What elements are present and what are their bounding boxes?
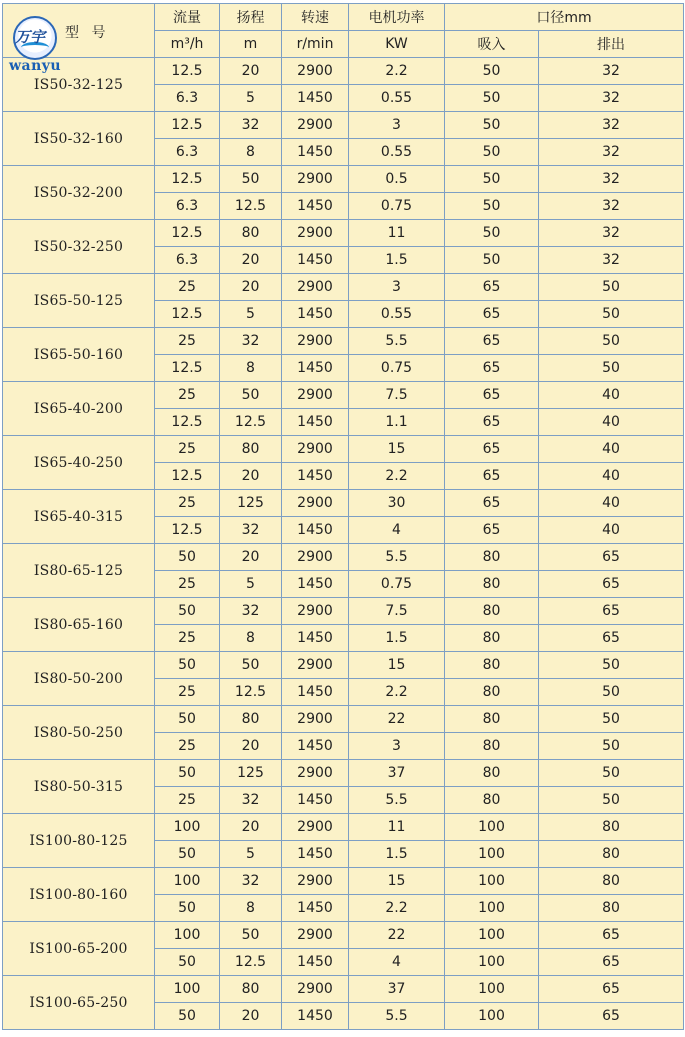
head-cell: 32 xyxy=(220,868,282,895)
head-cell: 5 xyxy=(220,571,282,598)
inlet-bore-cell: 50 xyxy=(445,85,539,112)
power-cell: 1.5 xyxy=(349,625,445,652)
table-row xyxy=(3,760,684,787)
head-cell: 32 xyxy=(220,598,282,625)
power-cell: 0.55 xyxy=(349,139,445,166)
head-cell: 20 xyxy=(220,274,282,301)
head-cell: 20 xyxy=(220,463,282,490)
flow-cell: 50 xyxy=(155,544,220,571)
outlet-bore-cell: 65 xyxy=(539,598,684,625)
inlet-bore-cell: 100 xyxy=(445,1003,539,1030)
flow-cell: 6.3 xyxy=(155,139,220,166)
outlet-bore-cell: 40 xyxy=(539,490,684,517)
outlet-bore-cell: 80 xyxy=(539,868,684,895)
outlet-bore-cell: 50 xyxy=(539,733,684,760)
flow-cell: 25 xyxy=(155,733,220,760)
table-row xyxy=(3,382,684,409)
inlet-bore-cell: 50 xyxy=(445,193,539,220)
head-cell: 5 xyxy=(220,301,282,328)
speed-cell: 2900 xyxy=(282,652,349,679)
outlet-bore-cell: 50 xyxy=(539,652,684,679)
table-row xyxy=(3,166,684,193)
flow-cell: 100 xyxy=(155,814,220,841)
speed-cell: 2900 xyxy=(282,490,349,517)
model-cell: IS65-40-250 xyxy=(3,436,155,490)
inlet-bore-cell: 50 xyxy=(445,247,539,274)
outlet-bore-cell: 32 xyxy=(539,139,684,166)
outlet-bore-cell: 50 xyxy=(539,787,684,814)
outlet-bore-cell: 65 xyxy=(539,976,684,1003)
inlet-bore-cell: 80 xyxy=(445,571,539,598)
model-header-cell xyxy=(3,4,155,74)
power-cell: 2.2 xyxy=(349,463,445,490)
table-row xyxy=(3,814,684,841)
head-cell: 20 xyxy=(220,733,282,760)
outlet-bore-cell: 40 xyxy=(539,382,684,409)
flow-cell: 25 xyxy=(155,787,220,814)
head-cell: 50 xyxy=(220,166,282,193)
power-cell: 7.5 xyxy=(349,382,445,409)
outlet-bore-cell: 65 xyxy=(539,1003,684,1030)
outlet-bore-cell: 32 xyxy=(539,112,684,139)
head-cell: 32 xyxy=(220,112,282,139)
flow-cell: 25 xyxy=(155,436,220,463)
speed-cell: 2900 xyxy=(282,868,349,895)
speed-cell: 2900 xyxy=(282,112,349,139)
table-row xyxy=(3,976,684,1003)
speed-cell: 1450 xyxy=(282,787,349,814)
power-cell: 0.55 xyxy=(349,85,445,112)
outlet-bore-cell: 32 xyxy=(539,247,684,274)
head-cell: 125 xyxy=(220,760,282,787)
head-cell: 8 xyxy=(220,625,282,652)
inlet-bore-cell: 80 xyxy=(445,652,539,679)
power-header: 电机功率 xyxy=(349,4,445,31)
flow-cell: 6.3 xyxy=(155,247,220,274)
head-cell: 20 xyxy=(220,247,282,274)
inlet-bore-cell: 100 xyxy=(445,814,539,841)
speed-cell: 2900 xyxy=(282,814,349,841)
inlet-bore-cell: 80 xyxy=(445,544,539,571)
inlet-bore-cell: 65 xyxy=(445,436,539,463)
model-cell: IS65-50-160 xyxy=(3,328,155,382)
head-cell: 20 xyxy=(220,814,282,841)
table-row xyxy=(3,274,684,301)
power-cell: 30 xyxy=(349,490,445,517)
flow-cell: 12.5 xyxy=(155,166,220,193)
power-cell: 1.1 xyxy=(349,409,445,436)
model-cell: IS100-65-250 xyxy=(3,976,155,1030)
table-row xyxy=(3,58,684,85)
power-unit: KW xyxy=(349,31,445,58)
outlet-bore-cell: 50 xyxy=(539,274,684,301)
flow-cell: 12.5 xyxy=(155,355,220,382)
inlet-bore-cell: 100 xyxy=(445,976,539,1003)
outlet-bore-cell: 65 xyxy=(539,922,684,949)
power-cell: 2.2 xyxy=(349,679,445,706)
outlet-bore-cell: 80 xyxy=(539,814,684,841)
head-cell: 50 xyxy=(220,382,282,409)
outlet-bore-cell: 32 xyxy=(539,193,684,220)
flow-cell: 12.5 xyxy=(155,112,220,139)
inlet-bore-cell: 65 xyxy=(445,382,539,409)
inlet-bore-cell: 65 xyxy=(445,463,539,490)
outlet-bore-cell: 65 xyxy=(539,949,684,976)
power-cell: 15 xyxy=(349,436,445,463)
model-cell: IS80-50-200 xyxy=(3,652,155,706)
outlet-bore-cell: 65 xyxy=(539,571,684,598)
power-cell: 1.5 xyxy=(349,841,445,868)
table-row xyxy=(3,652,684,679)
outlet-bore-cell: 32 xyxy=(539,166,684,193)
speed-cell: 1450 xyxy=(282,301,349,328)
wanyu-logo xyxy=(7,16,65,74)
power-cell: 5.5 xyxy=(349,544,445,571)
inlet-bore-cell: 80 xyxy=(445,625,539,652)
head-cell: 8 xyxy=(220,355,282,382)
speed-cell: 1450 xyxy=(282,571,349,598)
outlet-bore-cell: 80 xyxy=(539,895,684,922)
outlet-bore-cell: 32 xyxy=(539,220,684,247)
table-row xyxy=(3,598,684,625)
inlet-bore-cell: 50 xyxy=(445,220,539,247)
inlet-bore-cell: 80 xyxy=(445,787,539,814)
power-cell: 7.5 xyxy=(349,598,445,625)
model-cell: IS50-32-250 xyxy=(3,220,155,274)
speed-cell: 1450 xyxy=(282,895,349,922)
speed-cell: 2900 xyxy=(282,598,349,625)
power-cell: 37 xyxy=(349,760,445,787)
table-row xyxy=(3,868,684,895)
power-cell: 15 xyxy=(349,652,445,679)
model-column-header: 型 号 xyxy=(65,25,110,41)
power-cell: 11 xyxy=(349,220,445,247)
model-cell: IS100-65-200 xyxy=(3,922,155,976)
inlet-bore-cell: 65 xyxy=(445,490,539,517)
speed-cell: 1450 xyxy=(282,355,349,382)
model-cell: IS100-80-125 xyxy=(3,814,155,868)
inlet-bore-cell: 100 xyxy=(445,895,539,922)
table-row xyxy=(3,706,684,733)
power-cell: 4 xyxy=(349,949,445,976)
speed-cell: 2900 xyxy=(282,976,349,1003)
model-cell: IS80-50-315 xyxy=(3,760,155,814)
flow-cell: 50 xyxy=(155,841,220,868)
outlet-bore-cell: 32 xyxy=(539,58,684,85)
power-cell: 5.5 xyxy=(349,328,445,355)
flow-cell: 50 xyxy=(155,949,220,976)
model-cell: IS100-80-160 xyxy=(3,868,155,922)
speed-cell: 2900 xyxy=(282,58,349,85)
power-cell: 2.2 xyxy=(349,895,445,922)
table-row xyxy=(3,220,684,247)
flow-cell: 12.5 xyxy=(155,463,220,490)
inlet-bore-cell: 65 xyxy=(445,517,539,544)
flow-cell: 25 xyxy=(155,571,220,598)
head-cell: 32 xyxy=(220,517,282,544)
speed-cell: 1450 xyxy=(282,733,349,760)
table-row xyxy=(3,490,684,517)
flow-header: 流量 xyxy=(155,4,220,31)
head-cell: 32 xyxy=(220,787,282,814)
head-cell: 12.5 xyxy=(220,949,282,976)
inlet-bore-cell: 65 xyxy=(445,301,539,328)
inlet-bore-cell: 100 xyxy=(445,949,539,976)
power-cell: 1.5 xyxy=(349,247,445,274)
power-cell: 22 xyxy=(349,706,445,733)
inlet-bore-cell: 80 xyxy=(445,679,539,706)
power-cell: 3 xyxy=(349,112,445,139)
outlet-bore-cell: 40 xyxy=(539,409,684,436)
outlet-bore-cell: 65 xyxy=(539,544,684,571)
speed-cell: 2900 xyxy=(282,544,349,571)
speed-cell: 2900 xyxy=(282,382,349,409)
speed-cell: 2900 xyxy=(282,274,349,301)
table-row xyxy=(3,922,684,949)
speed-cell: 1450 xyxy=(282,625,349,652)
inlet-bore-cell: 80 xyxy=(445,760,539,787)
flow-cell: 100 xyxy=(155,868,220,895)
speed-unit: r/min xyxy=(282,31,349,58)
model-cell: IS80-65-125 xyxy=(3,544,155,598)
head-unit: m xyxy=(220,31,282,58)
flow-cell: 6.3 xyxy=(155,85,220,112)
outlet-bore-cell: 50 xyxy=(539,328,684,355)
inlet-bore-cell: 100 xyxy=(445,841,539,868)
model-cell: IS80-50-250 xyxy=(3,706,155,760)
outlet-bore-cell: 65 xyxy=(539,625,684,652)
flow-cell: 25 xyxy=(155,679,220,706)
speed-cell: 1450 xyxy=(282,949,349,976)
head-cell: 5 xyxy=(220,841,282,868)
inlet-bore-cell: 65 xyxy=(445,355,539,382)
head-cell: 50 xyxy=(220,652,282,679)
head-cell: 80 xyxy=(220,220,282,247)
flow-cell: 6.3 xyxy=(155,193,220,220)
head-cell: 20 xyxy=(220,58,282,85)
table-row xyxy=(3,112,684,139)
inlet-bore-cell: 50 xyxy=(445,139,539,166)
head-cell: 12.5 xyxy=(220,409,282,436)
inlet-bore-cell: 80 xyxy=(445,598,539,625)
speed-header: 转速 xyxy=(282,4,349,31)
model-cell: IS65-40-200 xyxy=(3,382,155,436)
speed-cell: 1450 xyxy=(282,139,349,166)
logo-english-text: wanyu xyxy=(9,58,62,74)
head-cell: 80 xyxy=(220,436,282,463)
flow-cell: 50 xyxy=(155,706,220,733)
flow-cell: 50 xyxy=(155,895,220,922)
speed-cell: 1450 xyxy=(282,247,349,274)
flow-cell: 25 xyxy=(155,625,220,652)
power-cell: 0.55 xyxy=(349,301,445,328)
speed-cell: 1450 xyxy=(282,517,349,544)
speed-cell: 2900 xyxy=(282,706,349,733)
outlet-bore-cell: 80 xyxy=(539,841,684,868)
flow-cell: 100 xyxy=(155,922,220,949)
speed-cell: 2900 xyxy=(282,436,349,463)
flow-cell: 25 xyxy=(155,274,220,301)
outlet-bore-cell: 40 xyxy=(539,517,684,544)
speed-cell: 1450 xyxy=(282,841,349,868)
speed-cell: 1450 xyxy=(282,409,349,436)
flow-cell: 50 xyxy=(155,760,220,787)
power-cell: 11 xyxy=(349,814,445,841)
inlet-bore-cell: 100 xyxy=(445,868,539,895)
flow-cell: 25 xyxy=(155,382,220,409)
inlet-bore-cell: 65 xyxy=(445,274,539,301)
inlet-bore-cell: 80 xyxy=(445,733,539,760)
model-cell: IS50-32-200 xyxy=(3,166,155,220)
power-cell: 15 xyxy=(349,868,445,895)
speed-cell: 2900 xyxy=(282,922,349,949)
model-cell: IS80-65-160 xyxy=(3,598,155,652)
power-cell: 0.75 xyxy=(349,355,445,382)
model-cell: IS65-50-125 xyxy=(3,274,155,328)
outlet-header: 排出 xyxy=(539,31,684,58)
speed-cell: 2900 xyxy=(282,760,349,787)
power-cell: 0.75 xyxy=(349,571,445,598)
head-cell: 32 xyxy=(220,328,282,355)
head-cell: 80 xyxy=(220,976,282,1003)
head-cell: 5 xyxy=(220,85,282,112)
flow-cell: 12.5 xyxy=(155,301,220,328)
pump-spec-table xyxy=(2,3,684,1030)
outlet-bore-cell: 50 xyxy=(539,760,684,787)
speed-cell: 1450 xyxy=(282,85,349,112)
outlet-bore-cell: 40 xyxy=(539,436,684,463)
flow-cell: 12.5 xyxy=(155,58,220,85)
speed-cell: 1450 xyxy=(282,1003,349,1030)
model-cell: IS50-32-125 xyxy=(3,58,155,112)
inlet-bore-cell: 50 xyxy=(445,58,539,85)
outlet-bore-cell: 50 xyxy=(539,706,684,733)
power-cell: 5.5 xyxy=(349,1003,445,1030)
flow-cell: 12.5 xyxy=(155,220,220,247)
speed-cell: 1450 xyxy=(282,193,349,220)
flow-cell: 25 xyxy=(155,328,220,355)
head-header: 扬程 xyxy=(220,4,282,31)
outlet-bore-cell: 50 xyxy=(539,679,684,706)
inlet-header: 吸入 xyxy=(445,31,539,58)
outlet-bore-cell: 50 xyxy=(539,301,684,328)
bore-header: 口径mm xyxy=(445,4,684,31)
head-cell: 12.5 xyxy=(220,679,282,706)
model-cell: IS65-40-315 xyxy=(3,490,155,544)
outlet-bore-cell: 40 xyxy=(539,463,684,490)
power-cell: 4 xyxy=(349,517,445,544)
head-cell: 8 xyxy=(220,139,282,166)
inlet-bore-cell: 50 xyxy=(445,166,539,193)
flow-unit: m³/h xyxy=(155,31,220,58)
head-cell: 80 xyxy=(220,706,282,733)
flow-cell: 12.5 xyxy=(155,409,220,436)
inlet-bore-cell: 80 xyxy=(445,706,539,733)
table-row xyxy=(3,436,684,463)
inlet-bore-cell: 65 xyxy=(445,328,539,355)
flow-cell: 12.5 xyxy=(155,517,220,544)
table-row xyxy=(3,544,684,571)
power-cell: 3 xyxy=(349,274,445,301)
head-cell: 12.5 xyxy=(220,193,282,220)
outlet-bore-cell: 50 xyxy=(539,355,684,382)
power-cell: 0.5 xyxy=(349,166,445,193)
speed-cell: 2900 xyxy=(282,166,349,193)
flow-cell: 100 xyxy=(155,976,220,1003)
head-cell: 50 xyxy=(220,922,282,949)
flow-cell: 25 xyxy=(155,490,220,517)
power-cell: 0.75 xyxy=(349,193,445,220)
speed-cell: 1450 xyxy=(282,463,349,490)
flow-cell: 50 xyxy=(155,598,220,625)
model-cell: IS50-32-160 xyxy=(3,112,155,166)
head-cell: 20 xyxy=(220,1003,282,1030)
outlet-bore-cell: 32 xyxy=(539,85,684,112)
power-cell: 37 xyxy=(349,976,445,1003)
speed-cell: 2900 xyxy=(282,328,349,355)
logo-chinese-text: 万宇 xyxy=(15,28,46,46)
inlet-bore-cell: 100 xyxy=(445,922,539,949)
head-cell: 125 xyxy=(220,490,282,517)
power-cell: 3 xyxy=(349,733,445,760)
power-cell: 5.5 xyxy=(349,787,445,814)
inlet-bore-cell: 65 xyxy=(445,409,539,436)
speed-cell: 2900 xyxy=(282,220,349,247)
flow-cell: 50 xyxy=(155,652,220,679)
inlet-bore-cell: 50 xyxy=(445,112,539,139)
power-cell: 2.2 xyxy=(349,58,445,85)
power-cell: 22 xyxy=(349,922,445,949)
head-cell: 8 xyxy=(220,895,282,922)
speed-cell: 1450 xyxy=(282,679,349,706)
head-cell: 20 xyxy=(220,544,282,571)
flow-cell: 50 xyxy=(155,1003,220,1030)
table-row xyxy=(3,328,684,355)
